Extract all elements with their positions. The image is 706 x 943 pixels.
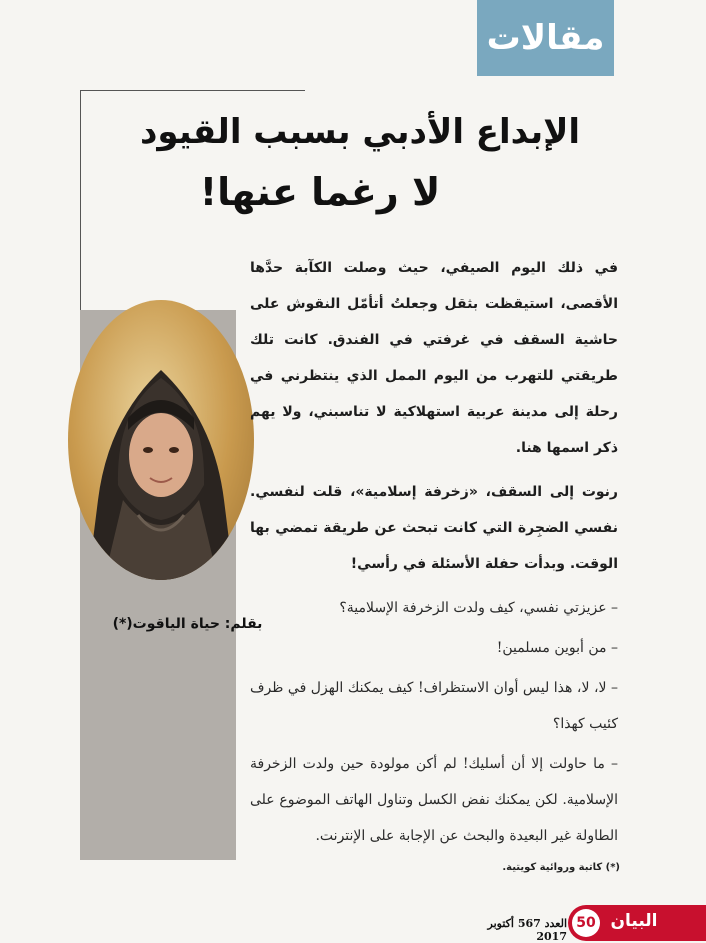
dialogue-line: – لا، لا، هذا ليس أوان الاستظراف! كيف يمكنك الهزل في ظرف كئيب كهذا؟: [250, 680, 618, 732]
article-title: الإبداع الأدبي بسبب القيود: [139, 112, 581, 152]
dialogue-line: – من أبوين مسلمين!: [496, 640, 618, 656]
body-paragraph: في ذلك اليوم الصيفي، حيث وصلت الكآبة حدَّها الأقصى، استيقظت بثقل وجعلتُ أتأمّل النقوش على حاشية السقف في غرفتي في الفندق. كانت تلك طريقتي للتهرب من اليوم الممل الذي ينتظرني في رحلة إلى مدينة عربية استهلاكية لا تناسبني، ولا يهم ذكر اسمها هنا.: [250, 260, 618, 456]
section-tag: [477, 0, 614, 76]
article-body: [250, 250, 618, 858]
dialogue-line: – عزيزتي نفسي، كيف ولدت الزخرفة الإسلامية؟: [339, 600, 618, 616]
section-label: مقالات: [486, 18, 605, 58]
footnote: (*) كاتبة وروائية كويتية.: [502, 862, 620, 873]
issue-info: العدد 567 أكتوبر 2017: [487, 917, 567, 943]
author-byline: بقلم: حياة الياقوت(*): [112, 616, 263, 632]
page-number: 50: [572, 909, 600, 937]
magazine-name: البيان: [610, 911, 658, 931]
body-paragraph: رنوت إلى السقف، «زخرفة إسلامية»، قلت لنفسي. نفسي الضجِرة التي كانت تبحث عن طريقة تمضي بها الوقت. وبدأت حفلة الأسئلة في رأسي!: [250, 484, 618, 572]
author-portrait-icon: [68, 300, 254, 580]
author-photo: [68, 300, 254, 580]
frame-top-line: [80, 90, 305, 91]
article-subtitle: لا رغما عنها!: [199, 170, 441, 214]
dialogue-line: – ما حاولت إلا أن أسليك! لم أكن مولودة حين ولدت الزخرفة الإسلامية. لكن يمكنك نفض الكسل وتناول الهاتف الموضوع على الطاولة غير البعيدة والبحث عن الإجابة على الإنترنت.: [250, 756, 618, 844]
